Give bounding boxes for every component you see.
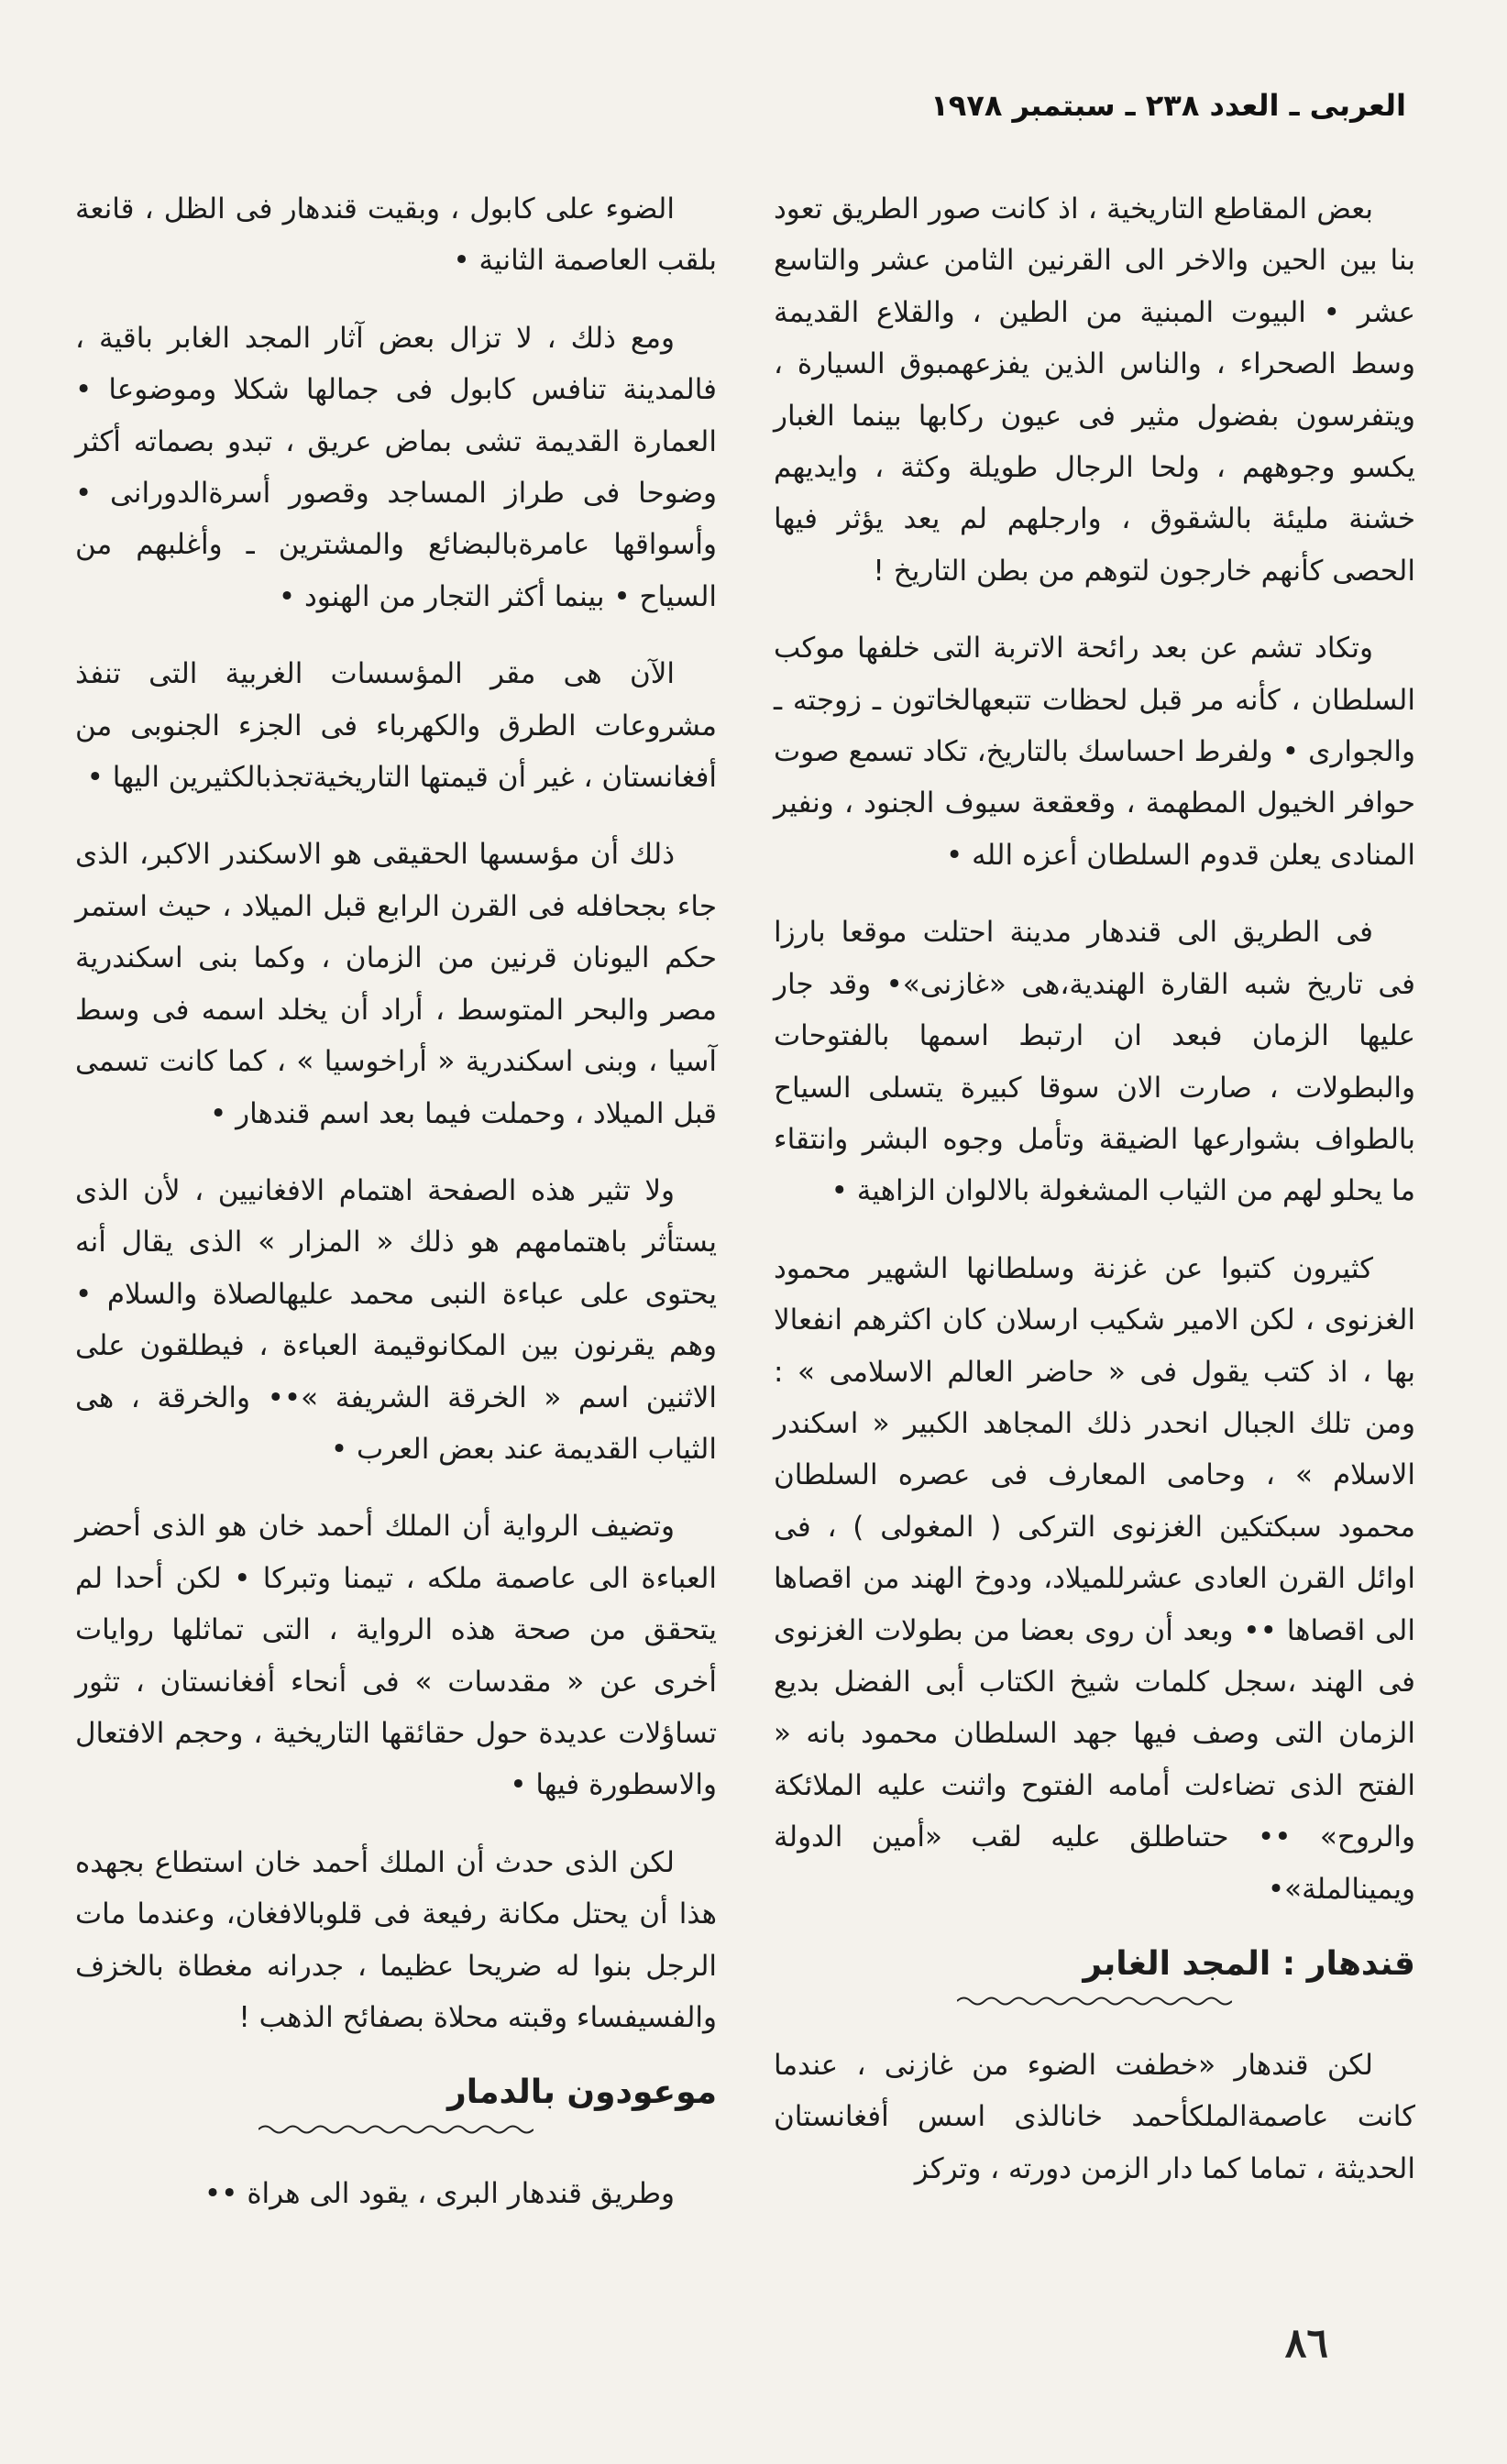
paragraph: وطريق قندهار البرى ، يقود الى هراة •• (204, 2177, 675, 2211)
running-head: العربى ـ العدد ٢٣٨ ـ سبتمبر ١٩٧٨ (930, 88, 1406, 123)
paragraph: لكن الذى حدث أن الملك أحمد خان استطاع بجهده هذا أن يحتل مكانة رفيعة فى قلوبالافغان، وعندما مات الرجل بنوا له ضريحا عظيما ، جدرانه مغطاة بالخزف والفسيفساء وقبته محلاة بصفائح الذهب ! (75, 1845, 717, 2034)
paragraph: وتكاد تشم عن بعد رائحة الاتربة التى خلفها موكب السلطان ، كأنه مر قبل لحظات تتبعهالخاتون ـ زوجته ـ والجوارى • ولفرط احساسك بالتاريخ، تكاد تسمع صوت حوافر الخيول المطهمة ، وقعقعة سيوف الجنود ، ونفير المنادى يعلن قدوم السلطان أعزه الله • (774, 632, 1415, 872)
paragraph: ولا تثير هذه الصفحة اهتمام الافغانيين ، لأن الذى يستأثر باهتمامهم هو ذلك « المزار » الذى يقال أنه يحتوى على عباءة النبى محمد عليهالصلاة والسلام • وهم يقرنون بين المكانوقيمة العباءة ، فيطلقون على الاثنين اسم « الخرقة الشريفة »•• والخرقة ، هى الثياب القديمة عند بعض العرب • (75, 1173, 717, 1466)
paragraph: الضوء على كابول ، وبقيت قندهار فى الظل ، قانعة بلقب العاصمة الثانية • (75, 192, 717, 278)
section-subheading: موعودون بالدمار (446, 2074, 717, 2112)
paragraph: فى الطريق الى قندهار مدينة احتلت موقعا بارزا فى تاريخ شبه القارة الهندية،هى «غازنى»• وقد جار عليها الزمان فبعد ان ارتبط اسمها بالفتوحات والبطولات ، صارت الان سوقا كبيرة يتسلى السياح بالطواف بشوارعها الضيقة وتأمل وجوه البشر وانتقاء ما يحلو لهم من الثياب المشغولة بالالوان الزاهية • (774, 916, 1415, 1208)
paragraph: الآن هى مقر المؤسسات الغربية التى تنفذ مشروعات الطرق والكهرباء فى الجزء الجنوبى من أفغانستان ، غير أن قيمتها التاريخيةتجذبالكثيرين اليها • (75, 657, 717, 795)
paragraph: كثيرون كتبوا عن غزنة وسلطانها الشهير محمود الغزنوى ، لكن الامير شكيب ارسلان كان اكثرهم انفعالا بها ، اذ كتب يقول فى « حاضر العالم الاسلامى » : ومن تلك الجبال انحدر ذلك المجاهد الكبير « اسكندر الاسلام » ، وحامى المعارف فى عصره السلطان محمود سبكتكين الغزنوى التركى ( المغولى ) ، فى اوائل القرن العادى عشرللميلاد، ودوخ الهند من اقصاها الى اقصاها •• وبعد أن روى بعضا من بطولات الغزنوى فى الهند ،سجل كلمات شيخ الكتاب أبى الفضل بديع الزمان التى وصف فيها جهد السلطان محمود بانه « الفتح الذى تضاءلت أمامه الفتوح واثنت عليه الملائكة والروح» •• حتىاطلق عليه لقب «أمين الدولة ويمينالملة»• (774, 1251, 1415, 1906)
section-subheading: قندهار : المجد الغابر (1083, 1945, 1415, 1983)
paragraph: وتضيف الرواية أن الملك أحمد خان هو الذى أحضر العباءة الى عاصمة ملكه ، تيمنا وتبركا • لكن أحدا لم يتحقق من صحة هذه الرواية ، التى تماثلها روايات أخرى عن « مقدسات » فى أنحاء أفغانستان ، تثور تساؤلات عديدة حول حقائقها التاريخية ، وحجم الافتعال والاسطورة فيها • (75, 1510, 717, 1802)
left-column (75, 183, 717, 2246)
page-number: ٨٦ (1284, 2320, 1328, 2367)
paragraph: ومع ذلك ، لا تزال بعض آثار المجد الغابر باقية ، فالمدينة تنافس كابول فى جمالها شكلا وموضوعا • العمارة القديمة تشى بماض عريق ، تبدو بصماته أكثر وضوحا فى طراز المساجد وقصور أسرةالدورانى • وأسواقها عامرةبالبضائع والمشترين ـ وأغلبهم من السياح • بينما أكثر التجار من الهنود • (75, 321, 717, 613)
wavy-rule-icon (258, 2122, 534, 2137)
paragraph: بعض المقاطع التاريخية ، اذ كانت صور الطريق تعود بنا بين الحين والاخر الى القرنين الثامن عشر والتاسع عشر • البيوت المبنية من الطين ، والقلاع القديمة وسط الصحراء ، والناس الذين يفزعهمبوق السيارة ، ويتفرسون بفضول مثير فى عيون ركابها بينما الغبار يكسو وجوههم ، ولحا الرجال طويلة وكثة ، وايديهم خشنة مليئة بالشقوق ، وارجلهم لم يعد يؤثر فيها الحصى كأنهم خارجون لتوهم من بطن التاريخ ! (774, 192, 1415, 588)
paragraph: ذلك أن مؤسسها الحقيقى هو الاسكندر الاكبر، الذى جاء بجحافله فى القرن الرابع قبل الميلاد ، حيث استمر حكم اليونان قرنين من الزمان ، وكما بنى اسكندرية مصر والبحر المتوسط ، أراد أن يخلد اسمه فى وسط آسيا ، وبنى اسكندرية « أراخوسيا » ، كما كانت تسمى قبل الميلاد ، وحملت فيما بعد اسم قندهار • (75, 838, 717, 1130)
wavy-rule-icon (957, 1994, 1232, 2008)
paragraph: لكن قندهار «خطفت الضوء من غازنى ، عندما كانت عاصمةالملكأحمد خانالذى اسس أفغانستان الحديثة ، تماما كما دار الزمن دورته ، وتركز (774, 2049, 1415, 2185)
right-column (774, 183, 1415, 2220)
